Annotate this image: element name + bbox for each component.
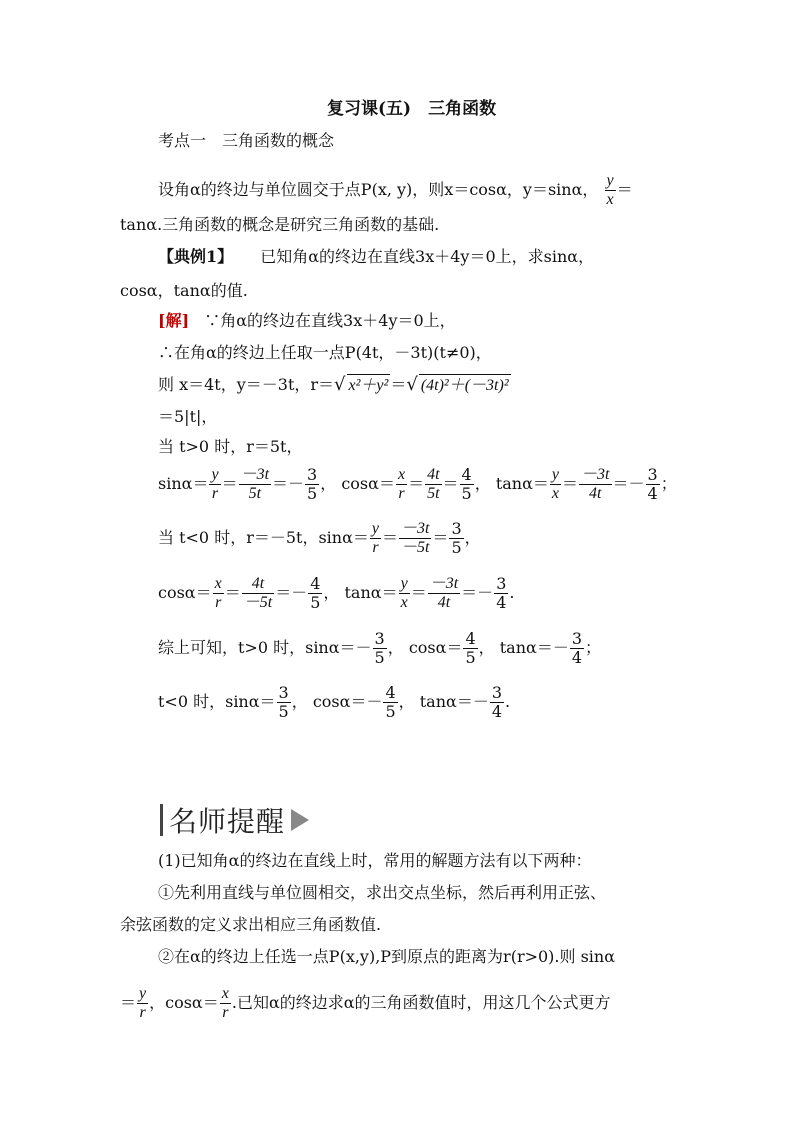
play-triangle-icon (291, 809, 309, 831)
case2-line-2: cosα＝ $\frac{x}{r}$ ＝ $\frac{4t}{-5t}$ ＝－ $\frac{4}{5}$ ， tanα＝ $\frac{y}{x}$ ＝ $\frac{-3t}{4t}$ ＝－ $\frac{3}{4}$ . (158, 574, 515, 612)
summary-line-2: t<0 时，sinα＝ $\frac{3}{5}$ ， cosα＝－ $\frac{4}{5}$ ， tanα＝－ $\frac{3}{4}$ . (158, 683, 511, 721)
solution-line-2: ∴在角α的终边上任取一点P(4t，－3t)(t≠0)， (158, 343, 492, 362)
page-title: 复习课(五) 三角函数 (327, 99, 497, 119)
solution-line-4: ＝5|t|， (158, 407, 218, 426)
intro-paragraph-line-1: 设角α的终边与单位圆交于点P(x, y)，则x＝cosα，y＝sinα， $\frac{y}{x}$ ＝ (158, 172, 633, 208)
example-line-2: cosα，tanα的值. (120, 281, 248, 300)
tip-paragraph-3a: ②在α的终边上任选一点P(x,y),P到原点的距离为r(r>0).则 sinα (158, 947, 616, 966)
tip-heading (160, 803, 309, 837)
solution-tag: [解] (158, 311, 190, 330)
fraction: $\frac{y}{x}$ (606, 172, 614, 208)
tip-bar (160, 804, 163, 836)
intro-text: 设角α的终边与单位圆交于点P(x, y)，则x＝cosα，y＝sinα， (158, 180, 599, 199)
example-text: 已知角α的终边在直线3x＋4y＝0上，求sinα， (260, 247, 595, 266)
tip-paragraph-2a: ①先利用直线与单位圆相交，求出交点坐标，然后再利用正弦、 (158, 883, 607, 902)
case1-equations: sinα＝ $\frac{y}{r}$ ＝ $\frac{-3t}{5t}$ ＝－ $\frac{3}{5}$ ， cosα＝ $\frac{x}{r}$ ＝ $\frac{4t}{5t}$ ＝ $\frac{4}{5}$ ， tanα＝ $\frac{y}{x}$ ＝ $\frac{-3t}{4t}$ ＝－ $\frac{3}{4}$ ； (158, 465, 677, 503)
section-heading: 考点一 三角函数的概念 (158, 131, 335, 150)
solution-line-5: 当 t>0 时，r＝5t， (158, 437, 303, 456)
tip-heading-label: 名师提醒 (169, 805, 286, 838)
intro-paragraph-line-2: tanα.三角函数的概念是研究三角函数的基础. (120, 215, 440, 234)
tip-paragraph-1: (1)已知角α的终边在直线上时，常用的解题方法有以下两种： (158, 851, 592, 870)
tip-paragraph-2b: 余弦函数的定义求出相应三角函数值. (120, 915, 382, 934)
solution-line-3: 则 x＝4t，y＝－3t，r＝√ x²＋y² ＝√ (4t)²＋(－3t)² (158, 374, 509, 395)
case2-line-1: 当 t<0 时，r＝－5t，sinα＝ $\frac{y}{r}$ ＝ $\frac{-3t}{-5t}$ ＝ $\frac{3}{5}$ ， (158, 519, 481, 557)
tip-paragraph-3b: ＝ $\frac{y}{r}$ ，cosα＝ $\frac{x}{r}$ .已知α的终边求α的三角函数值时，用这几个公式更方 (120, 985, 611, 1021)
summary-line-1: 综上可知，t>0 时，sinα＝－ $\frac{3}{5}$ ， cosα＝ $\frac{4}{5}$ ， tanα＝－ $\frac{3}{4}$ ； (158, 629, 602, 667)
solution-line-1: [解] ∵角α的终边在直线3x＋4y＝0上， (158, 311, 456, 330)
example-label: 【典例1】 (158, 247, 234, 266)
example-line-1 (158, 246, 594, 268)
